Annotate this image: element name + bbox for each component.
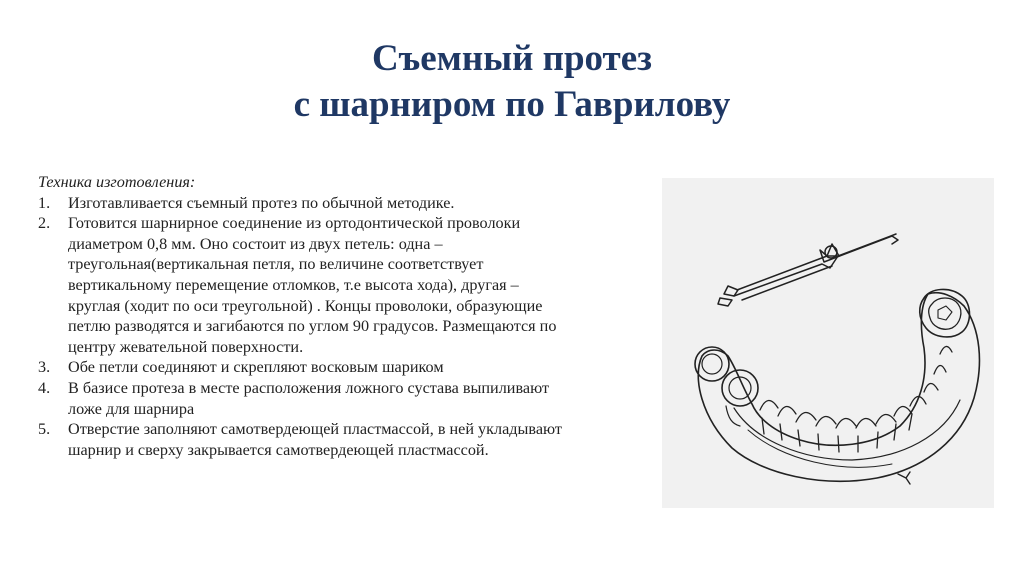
step-text-line: Изготавливается съемный протез по обычной методике. xyxy=(68,193,455,212)
step-number: 5. xyxy=(38,420,51,439)
denture-hinge-illustration xyxy=(662,178,994,508)
step-text-line: Готовится шарнирное соединение из ортодонтической проволоки xyxy=(68,214,521,233)
step-item xyxy=(38,193,668,214)
step-text-line: Отверстие заполняют самотвердеющей пластмассой, в ней укладывают xyxy=(68,420,562,439)
step-text-line: диаметром 0,8 мм. Оно состоит из двух петель: одна – xyxy=(68,234,443,253)
wire-hinge xyxy=(718,234,898,306)
body-text xyxy=(38,172,668,460)
step-text-line: круглая (ходит по оси треугольной) . Концы проволоки, образующие xyxy=(68,296,543,315)
step-text-line: вертикальному перемещение отломков, т.е высота хода), другая – xyxy=(68,275,519,294)
section-heading: Техника изготовления: xyxy=(38,173,196,191)
step-text-line: центру жевательной поверхности. xyxy=(68,337,304,356)
step-item xyxy=(38,378,668,419)
step-number: 2. xyxy=(38,214,51,233)
step-text-line: треугольная(вертикальная петля, по величине соответствует xyxy=(68,255,484,274)
step-number: 1. xyxy=(38,193,51,212)
step-item xyxy=(38,357,668,378)
slide-title xyxy=(150,36,874,128)
step-text-line: Обе петли соединяют и скрепляют восковым шариком xyxy=(68,358,444,377)
step-item xyxy=(38,213,668,357)
step-number: 3. xyxy=(38,358,51,377)
step-text-line: ложе для шарнира xyxy=(68,399,195,418)
left-abutment-crowns xyxy=(695,347,758,426)
step-item xyxy=(38,419,668,460)
denture-base-outline xyxy=(698,293,979,481)
step-text-line: В базисе протеза в месте расположения ложного сустава выпиливают xyxy=(68,378,550,397)
step-text-line: петлю разводятся и загибаются по углом 90 градусов. Размещаются по xyxy=(68,317,557,336)
denture-drawing xyxy=(662,178,994,508)
step-number: 4. xyxy=(38,378,51,397)
steps-list xyxy=(38,193,668,461)
title-line-2: с шарниром по Гаврилову xyxy=(293,84,731,125)
step-text-line: шарнир и сверху закрывается самотвердеющей пластмассой. xyxy=(68,440,489,459)
title-line-1: Съемный протез xyxy=(371,38,653,79)
